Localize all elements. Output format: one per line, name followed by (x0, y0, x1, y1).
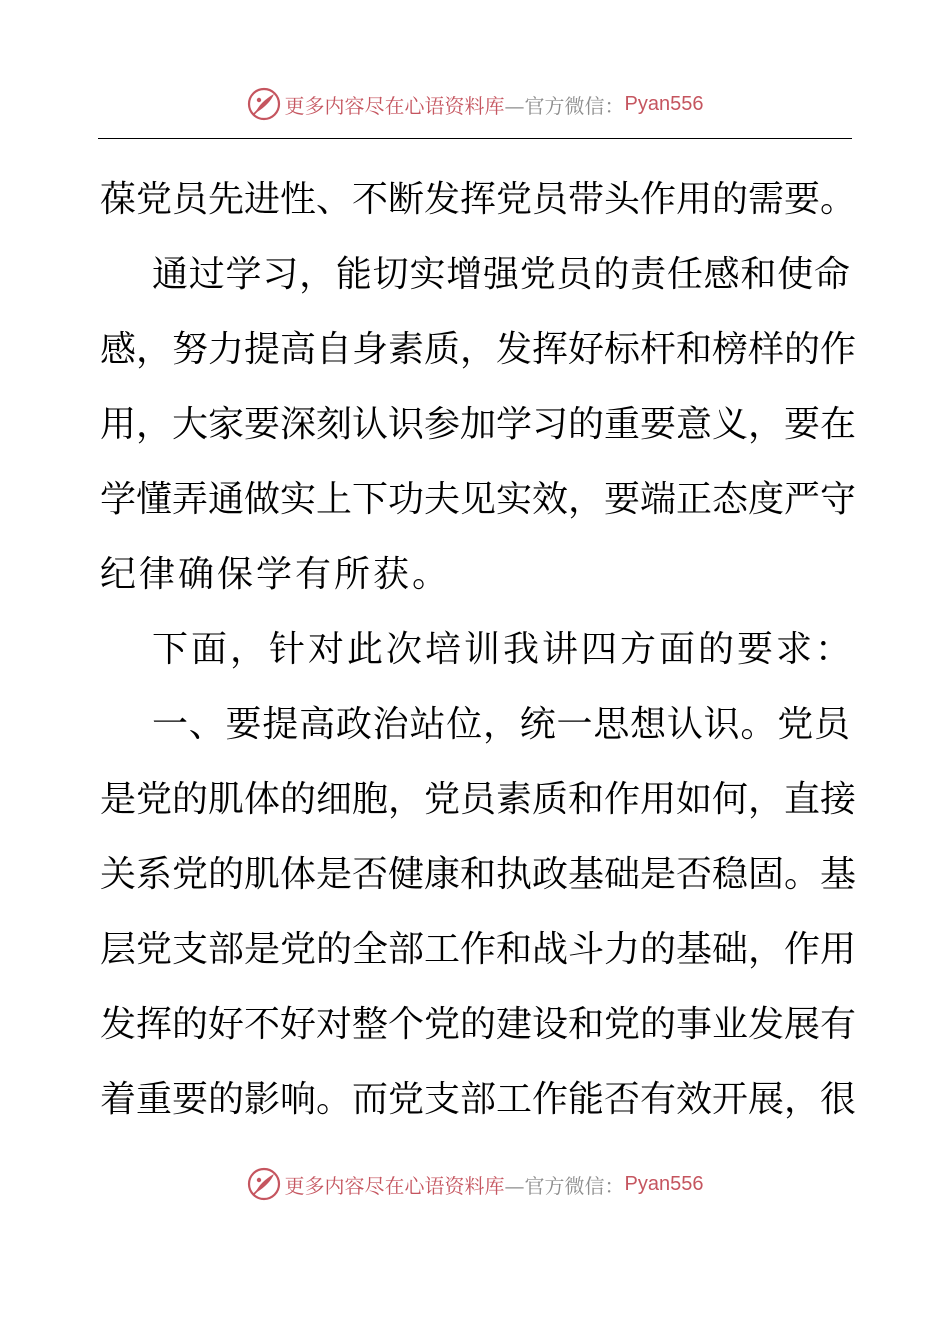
text-line: 关系党的肌体是否健康和执政基础是否稳固。基 (100, 854, 857, 895)
text-line: 下面，针对此次培训我讲四方面的要求： (152, 629, 855, 670)
text-line: 层党支部是党的全部工作和战斗力的基础，作用 (100, 929, 857, 970)
text-line: 葆党员先进性、不断发挥党员带头作用的需要。 (100, 179, 857, 220)
brand-wechat-label: —官方微信： (504, 93, 625, 118)
document-body (100, 162, 857, 1137)
header-divider (98, 138, 852, 139)
text-line: 通过学习，能切实增强党员的责任感和使命 (152, 254, 850, 295)
text-line: 是党的肌体的细胞，党员素质和作用如何，直接 (100, 779, 857, 820)
text-line: 感，努力提高自身素质，发挥好标杆和榜样的作 (100, 329, 857, 370)
page-header (0, 82, 950, 126)
brand-name: 更多内容尽在心语资料库 (284, 93, 505, 118)
text-line: 发挥的好不好对整个党的建设和党的事业发展有 (100, 1004, 857, 1045)
text-line: 学懂弄通做实上下功夫见实效，要端正态度严守 (100, 479, 857, 520)
text-line: 着重要的影响。而党支部工作能否有效开展，很 (100, 1079, 857, 1120)
quill-logo-icon (247, 1167, 281, 1201)
brand-wechat-label: —官方微信： (504, 1173, 625, 1198)
brand-wechat-id: Pyan556 (624, 92, 704, 115)
brand-wechat-id: Pyan556 (624, 1172, 704, 1195)
page-footer (0, 1162, 950, 1206)
quill-logo-icon (247, 87, 281, 121)
brand-name: 更多内容尽在心语资料库 (284, 1173, 505, 1198)
text-line: 用，大家要深刻认识参加学习的重要意义，要在 (100, 404, 857, 445)
text-line: 纪律确保学有所获。 (100, 554, 452, 595)
text-line: 一、要提高政治站位，统一思想认识。党员 (152, 704, 850, 745)
